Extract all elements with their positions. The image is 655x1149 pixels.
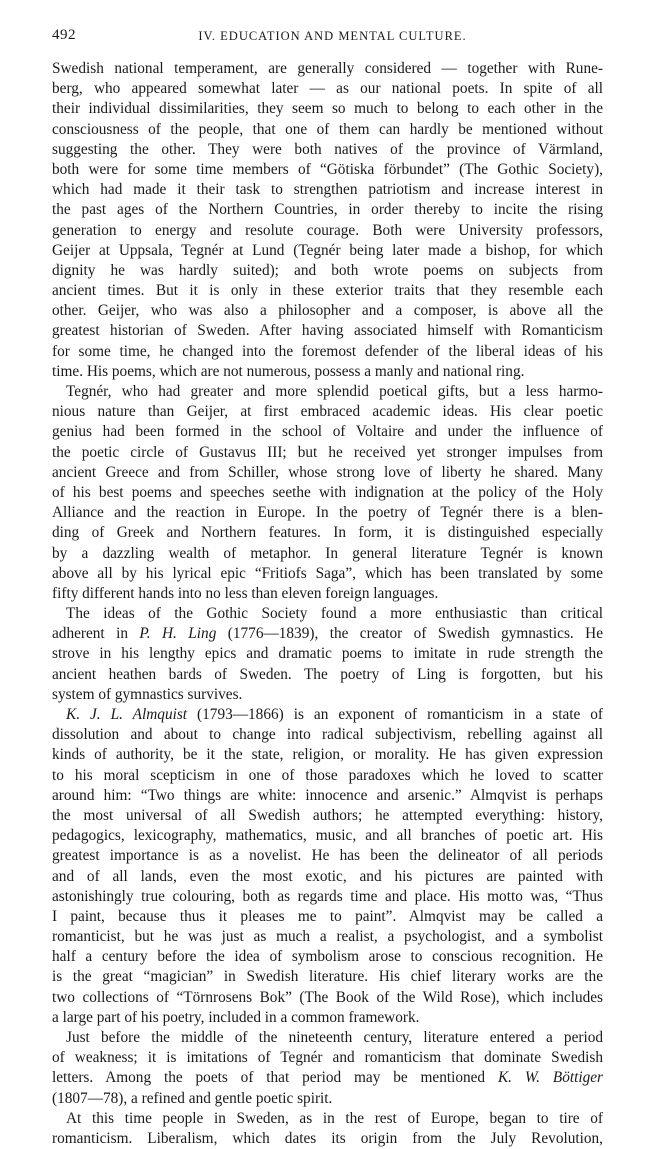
text-line: the poetic circle of Gustavus III; but he received yet stronger impulses from [52,443,603,461]
text-line: to his moral scepticism in one of those paradoxes which he loved to scatter [52,766,603,784]
text-line: the past ages of the Northern Countries, in order thereby to incite the rising [52,201,603,219]
text-line: ancient times. But it is only in these exterior traits that they resemble each [52,282,603,300]
text-line: of weakness; it is imitations of Tegnér and romanticism that dominate Swedish [52,1049,603,1067]
text-line: greatest historian of Sweden. After having associated himself with Romanticism [52,322,603,340]
text-line: a large part of his poetry, included in a common framework. [52,1008,420,1026]
text-line: of his best poems and speeches seethe with indignation at the policy of the Holy [52,483,603,501]
italic-name: K. J. L. Almquist [66,706,188,723]
text-line: suggesting the other. They were both natives of the province of Värmland, [52,140,603,158]
text-line: At this time people in Sweden, as in the rest of Europe, began to tire of [66,1109,603,1127]
text-line: system of gymnastics survives. [52,685,243,703]
text-line: by a dazzling wealth of metaphor. In general literature Tegnér is known [52,544,603,562]
text-line: kinds of authority, be it the state, religion, or morality. He has given expression [52,746,603,764]
text-line: time. His poems, which are not numerous, possess a manly and national ring. [52,362,525,380]
text-line: is the great “magician” in Swedish literature. His chief literary works are the [52,968,603,986]
text-line: ding of Greek and Northern features. In form, it is distinguished especially [52,524,603,542]
text-line: both were for some time members of “Götiska förbundet” (The Gothic Society), [52,160,603,178]
text-line: genius had been formed in the school of Voltaire and under the influence of [52,423,603,441]
text-line: around him: “Two things are white: innocence and arsenic.” Almqvist is perhaps [52,786,603,804]
text-line: I paint, because thus it pleases me to paint”. Almqvist may be called a [52,907,603,925]
text-line: the most universal of all Swedish authors; he attempted everything: history, [52,806,603,824]
text-line: half a century before the idea of symbolism arose to conscious recognition. He [52,948,603,966]
text-line: K. J. L. Almquist (1793—1866) is an exponent of romanticism in a state of [66,706,603,723]
text-line: ancient Greece and from Schiller, whose strong love of liberty he shared. Many [52,463,603,481]
text-line: dissolution and about to change into radical subjectivism, rebelling against all [52,726,603,744]
text-line: Swedish national temperament, are generally considered — together with Rune- [52,60,603,77]
text-line: Just before the middle of the nineteenth century, literature entered a period [66,1029,603,1046]
text-line: astonishingly true colouring, both as regards time and place. His motto was, “Thus [52,887,603,905]
text-line: consciousness of the people, that one of them can hardly be mentioned without [52,120,603,138]
text-line: which had made it their task to strengthen patriotism and increase interest in [52,181,603,199]
text-line: greatest importance is as a novelist. He has been the delineator of all periods [52,847,603,865]
text-line: romanticism. Liberalism, which dates its origin from the July Revolution, [52,1129,603,1147]
running-header: IV. EDUCATION AND MENTAL CULTURE. [198,29,467,43]
text-line: and of all lands, even the most exotic, and his pictures are painted with [52,867,603,885]
text-line: pedagogics, lexicography, mathematics, music, and all branches of poetic art. His [52,827,603,845]
text-line: their individual dissimilarities, they seem so much to belong to each other in the [52,100,603,118]
text-line: dignity he was hardly suited); and both wrote poems on subjects from [52,261,603,279]
text-line: ancient heathen bards of Sweden. The poetry of Ling is forgotten, but his [52,665,603,683]
body-text [52,59,603,1149]
text-line: for some time, he changed into the foremost defender of the liberal ideas of his [52,342,603,360]
text-line: The ideas of the Gothic Society found a more enthusiastic than critical [66,605,603,623]
text-line: generation to energy and resolute courage. Both were University professors, [52,221,603,239]
text-line: fifty different hands into no less than eleven foreign languages. [52,584,439,602]
text-line: Geijer at Uppsala, Tegnér at Lund (Tegnér being later made a bishop, for which [52,241,603,259]
italic-name: K. W. Böttiger [497,1069,603,1087]
text-line: berg, who appeared somewhat later — as our national poets. In spite of all [52,80,603,98]
text-line: romanticist, but he was just as much a realist, a psychologist, and a symbolist [52,928,603,946]
text-line: Alliance and the reaction in Europe. In the poetry of Tegnér there is a blen- [52,504,603,522]
text-line: other. Geijer, who was also a philosopher and a composer, is above all the [52,302,603,320]
text-line: two collections of “Törnrosens Bok” (The Book of the Wild Rose), which includes [52,988,603,1006]
text-line: adherent in P. H. Ling (1776—1839), the creator of Swedish gymnastics. He [52,625,603,643]
text-line: strove in his lengthy epics and dramatic poems to imitate in rude strength the [52,645,603,663]
text-line: above all by his lyrical epic “Fritiofs Saga”, which has been translated by some [52,564,603,582]
text-line: (1807—78), a refined and gentle poetic spirit. [52,1089,333,1107]
text-line: nious nature than Geijer, at first embraced academic ideas. His clear poetic [52,403,603,421]
page-number: 492 [52,27,76,43]
text-line: letters. Among the poets of that period may be mentioned K. W. Böttiger [52,1069,603,1087]
italic-name: P. H. Ling [139,625,217,643]
text-line: Tegnér, who had greater and more splendid poetical gifts, but a less harmo- [66,383,603,400]
